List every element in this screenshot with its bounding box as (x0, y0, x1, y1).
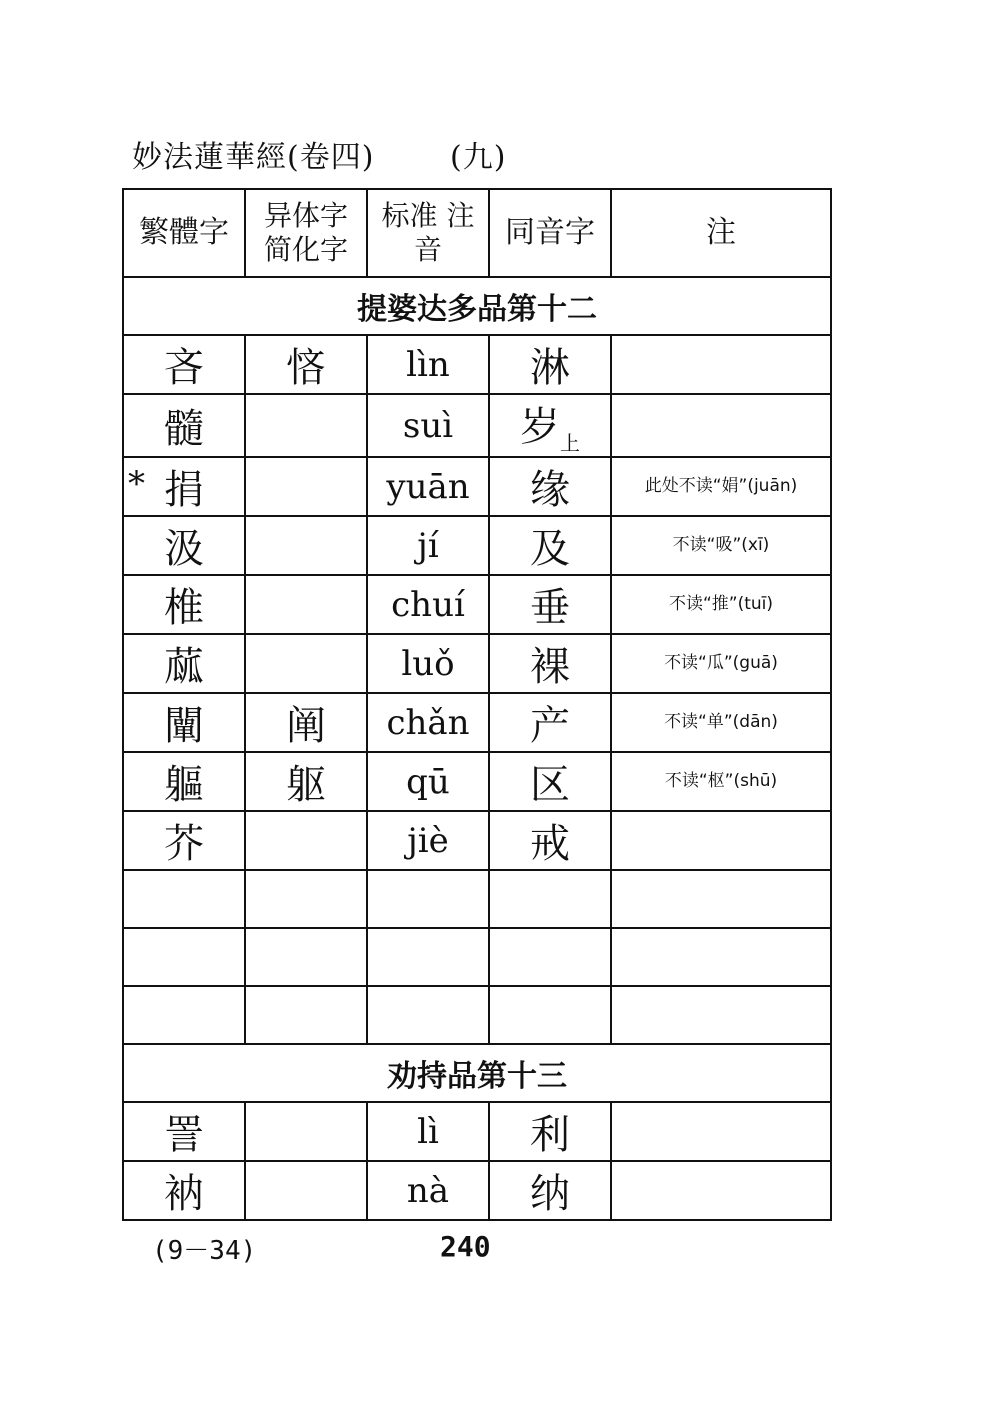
homophone-char: 淋 (530, 345, 570, 391)
page-number: 240 (440, 1230, 491, 1263)
pinyin-cell: chuí (367, 575, 489, 634)
homophone-cell (489, 457, 611, 516)
traditional-char: 蓏 (164, 644, 204, 690)
note-cell: 此处不读“娟”(juān) (611, 457, 831, 516)
traditional-char: 衲 (164, 1171, 204, 1217)
traditional-char-cell (123, 634, 245, 693)
homophone-cell (489, 811, 611, 870)
pinyin-cell (367, 870, 489, 928)
pinyin-cell: jí (367, 516, 489, 575)
pinyin-cell: suì (367, 394, 489, 457)
traditional-char-cell (123, 986, 245, 1044)
table-row (123, 693, 831, 752)
table-header-row (123, 189, 831, 277)
traditional-char: 髓 (164, 406, 204, 452)
variant-char-cell (245, 928, 367, 986)
traditional-char-cell (123, 693, 245, 752)
traditional-char-cell (123, 335, 245, 394)
traditional-char-cell (123, 811, 245, 870)
variant-char-cell (245, 575, 367, 634)
variant-char-cell (245, 457, 367, 516)
variant-char-cell: 阐 (245, 693, 367, 752)
table-row (123, 752, 831, 811)
traditional-char-cell (123, 575, 245, 634)
variant-char-cell (245, 870, 367, 928)
traditional-char: 汲 (164, 526, 204, 572)
note-cell (611, 870, 831, 928)
pinyin-cell: nà (367, 1161, 489, 1220)
col-header-homophone: 同音字 (489, 189, 611, 277)
volume-number: (九) (450, 140, 507, 175)
table-row (123, 335, 831, 394)
traditional-char-cell (123, 394, 245, 457)
traditional-char: 吝 (164, 345, 204, 391)
note-cell (611, 986, 831, 1044)
homophone-cell (489, 752, 611, 811)
note-cell: 不读“吸”(xī) (611, 516, 831, 575)
table-row (123, 394, 831, 457)
variant-char-cell: 悋 (245, 335, 367, 394)
homophone-cell (489, 335, 611, 394)
traditional-char: 捐 (164, 467, 204, 513)
note-cell: 不读“推”(tuī) (611, 575, 831, 634)
homophone-cell (489, 928, 611, 986)
variant-char-cell (245, 986, 367, 1044)
homophone-cell (489, 394, 611, 457)
col-header-pinyin: 标准 注音 (367, 189, 489, 277)
traditional-char: 闡 (164, 703, 204, 749)
traditional-char: 椎 (164, 585, 204, 631)
note-cell (611, 928, 831, 986)
variant-char-cell: 躯 (245, 752, 367, 811)
homophone-char: 岁 (520, 404, 560, 450)
table-body (123, 277, 831, 1220)
star-mark: * (128, 464, 145, 504)
homophone-cell (489, 1102, 611, 1161)
sutra-title: 妙法蓮華經(卷四) (132, 140, 375, 175)
note-cell (611, 335, 831, 394)
col-header-traditional: 繁體字 (123, 189, 245, 277)
variant-char-cell (245, 811, 367, 870)
col-header-note: 注 (611, 189, 831, 277)
homophone-cell (489, 575, 611, 634)
pinyin-cell: lì (367, 1102, 489, 1161)
table-row (123, 516, 831, 575)
note-cell (611, 1102, 831, 1161)
traditional-char-cell (123, 1102, 245, 1161)
homophone-cell (489, 986, 611, 1044)
pinyin-cell: qū (367, 752, 489, 811)
traditional-char-cell (123, 516, 245, 575)
tone-mark: 上 (560, 431, 580, 455)
note-cell: 不读“瓜”(guā) (611, 634, 831, 693)
traditional-char-cell (123, 752, 245, 811)
homophone-cell (489, 634, 611, 693)
variant-char-cell (245, 1102, 367, 1161)
homophone-char: 缘 (530, 467, 570, 513)
traditional-char: 詈 (164, 1112, 204, 1158)
table-row (123, 870, 831, 928)
table-row (123, 928, 831, 986)
section-header-row (123, 277, 831, 335)
traditional-char-cell (123, 1161, 245, 1220)
section-header-row (123, 1044, 831, 1102)
homophone-char: 纳 (530, 1171, 570, 1217)
section-title: 提婆达多品第十二 (123, 277, 831, 335)
pinyin-cell: luǒ (367, 634, 489, 693)
table-row (123, 986, 831, 1044)
homophone-cell (489, 870, 611, 928)
homophone-char: 利 (530, 1112, 570, 1158)
table-row (123, 811, 831, 870)
note-cell: 不读“枢”(shū) (611, 752, 831, 811)
pinyin-cell: yuān (367, 457, 489, 516)
table-row (123, 575, 831, 634)
table-row (123, 457, 831, 516)
pinyin-cell: lìn (367, 335, 489, 394)
traditional-char: 芥 (164, 821, 204, 867)
col-header-variant: 异体字 简化字 (245, 189, 367, 277)
table-row (123, 1102, 831, 1161)
traditional-char-cell (123, 928, 245, 986)
pinyin-cell: jiè (367, 811, 489, 870)
pinyin-cell (367, 928, 489, 986)
note-cell (611, 394, 831, 457)
traditional-char: 軀 (164, 762, 204, 808)
homophone-char: 裸 (530, 644, 570, 690)
homophone-char: 及 (530, 526, 570, 572)
traditional-char-cell (123, 870, 245, 928)
traditional-char-cell (123, 457, 245, 516)
pinyin-cell (367, 986, 489, 1044)
table-row (123, 634, 831, 693)
homophone-char: 垂 (530, 585, 570, 631)
note-cell: 不读“单”(dān) (611, 693, 831, 752)
homophone-char: 产 (530, 703, 570, 749)
homophone-char: 区 (530, 762, 570, 808)
note-cell (611, 811, 831, 870)
homophone-cell (489, 516, 611, 575)
homophone-cell (489, 693, 611, 752)
variant-char-cell (245, 394, 367, 457)
homophone-char: 戒 (530, 821, 570, 867)
page-header (132, 132, 507, 176)
pinyin-cell: chǎn (367, 693, 489, 752)
pronunciation-table (122, 188, 832, 1221)
variant-char-cell (245, 1161, 367, 1220)
homophone-cell (489, 1161, 611, 1220)
section-title: 劝持品第十三 (123, 1044, 831, 1102)
table-row (123, 1161, 831, 1220)
note-cell (611, 1161, 831, 1220)
footer-code: (9－34) (152, 1236, 257, 1266)
variant-char-cell (245, 516, 367, 575)
variant-char-cell (245, 634, 367, 693)
